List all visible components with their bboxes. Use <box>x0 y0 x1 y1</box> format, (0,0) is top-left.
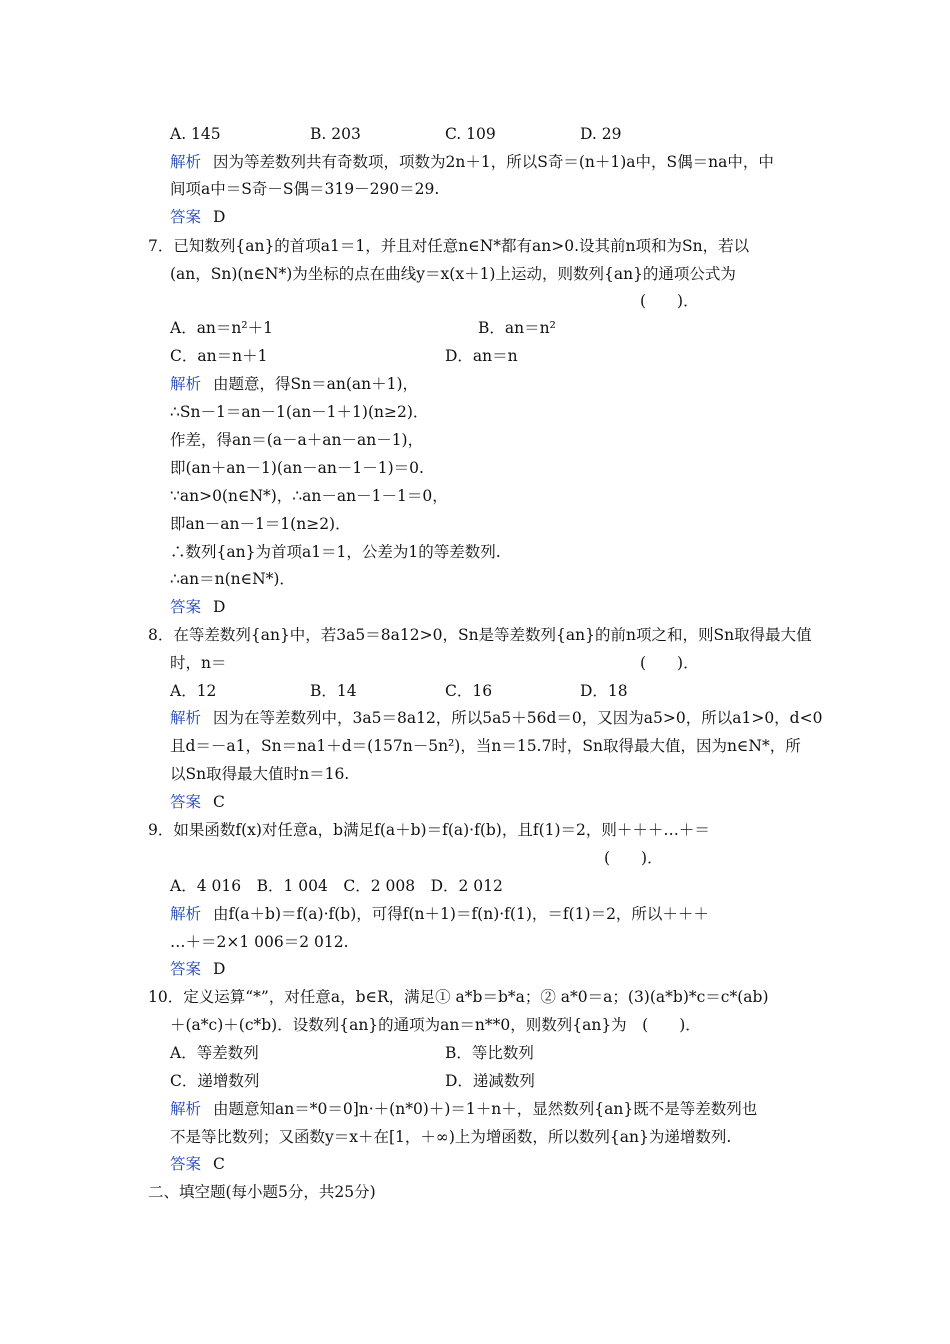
analysis-line: 解析 因为等差数列共有奇数项，项数为2n＋1，所以S奇＝(n＋1)a中，S偶＝na中，中 <box>170 153 774 171</box>
analysis-line: 以Sn取得最大值时n＝16. <box>170 765 350 783</box>
analysis-label: 解析 <box>170 709 202 727</box>
answer-label: 答案 <box>170 793 202 811</box>
option-a: A．an＝n²＋1 <box>170 319 273 337</box>
question-stem: 9．如果函数f(x)对任意a，b满足f(a＋b)＝f(a)·f(b)，且f(1)＝2，则＋＋＋…＋＝ <box>148 821 710 839</box>
analysis-label: 解析 <box>170 905 202 923</box>
answer-paren: ( )． <box>640 292 699 310</box>
section-heading: 二、填空题(每小题5分，共25分) <box>148 1183 376 1201</box>
option-d: D. 29 <box>580 125 622 143</box>
option-d: D．an＝n <box>445 347 518 365</box>
option-c: C．an＝n＋1 <box>170 347 268 365</box>
option-b: B．等比数列 <box>445 1044 534 1062</box>
answer-line: 答案 C <box>170 1155 225 1173</box>
answer-line: 答案 D <box>170 208 226 226</box>
question-stem: (an，Sn)(n∈N*)为坐标的点在曲线y＝x(x＋1)上运动，则数列{an}的通项公式为 <box>170 265 736 283</box>
answer-label: 答案 <box>170 598 202 616</box>
analysis-label: 解析 <box>170 153 202 171</box>
answer-paren: ( )． <box>604 849 663 867</box>
option-b: B．14 <box>310 682 357 700</box>
analysis-line: 即an－an－1＝1(n≥2)． <box>170 515 351 533</box>
option-c: C．16 <box>445 682 493 700</box>
analysis-line: 间项a中＝S奇－S偶＝319－290＝29. <box>170 180 440 198</box>
option-c: C．递增数列 <box>170 1072 260 1090</box>
option-b: B．an＝n² <box>478 319 556 337</box>
question-stem: 时，n＝ <box>170 654 227 672</box>
analysis-label: 解析 <box>170 375 202 393</box>
question-stem: 10．定义运算“*”，对任意a，b∈R，满足① a*b＝b*a；② a*0＝a；(3)(a*b)*c＝c*(ab) <box>148 988 769 1006</box>
option-a: A．等差数列 <box>170 1044 259 1062</box>
analysis-line: ∵an>0(n∈N*)，∴an－an－1－1＝0， <box>170 487 448 505</box>
option-b: B. 203 <box>310 125 361 143</box>
answer-line: 答案 D <box>170 960 226 978</box>
answer-line: 答案 C <box>170 793 225 811</box>
option-d: D．18 <box>580 682 628 700</box>
analysis-line: …＋＝2×1 006＝2 012. <box>170 933 349 951</box>
question-stem: 7．已知数列{an}的首项a1＝1，并且对任意n∈N*都有an>0.设其前n项和为Sn，若以 <box>148 237 750 255</box>
analysis-line: ∴Sn－1＝an－1(an－1＋1)(n≥2)． <box>170 403 429 421</box>
analysis-line: 解析 由f(a＋b)＝f(a)·f(b)，可得f(n＋1)＝f(n)·f(1)，＝f(1)＝2，所以＋＋＋ <box>170 905 709 923</box>
option-d: D．递减数列 <box>445 1072 535 1090</box>
analysis-label: 解析 <box>170 1100 202 1118</box>
answer-line: 答案 D <box>170 598 226 616</box>
question-stem: ＋(a*c)＋(c*b)．设数列{an}的通项为an＝n**0，则数列{an}为 ( )． <box>170 1016 701 1034</box>
answer-label: 答案 <box>170 208 202 226</box>
analysis-line: 解析 因为在等差数列中，3a5＝8a12，所以5a5＋56d＝0，又因为a5>0，所以a1>0，d<0 <box>170 709 823 727</box>
analysis-line: 且d＝－a1，Sn＝na1＋d＝(157n－5n²)，当n＝15.7时，Sn取得最大值，因为n∈N*，所 <box>170 737 801 755</box>
analysis-line: 解析 由题意知an＝*0＝0]n·＋(n*0)＋)＝1＋n＋，显然数列{an}既不是等差数列也 <box>170 1100 758 1118</box>
answer-label: 答案 <box>170 960 202 978</box>
analysis-line: 不是等比数列；又函数y＝x＋在[1，＋∞)上为增函数，所以数列{an}为递增数列. <box>170 1128 732 1146</box>
answer-label: 答案 <box>170 1155 202 1173</box>
option-c: C. 109 <box>445 125 496 143</box>
options-line: A．4 016 B．1 004 C．2 008 D．2 012 <box>170 877 503 895</box>
question-stem: 8．在等差数列{an}中，若3a5＝8a12>0，Sn是等差数列{an}的前n项之和，则Sn取得最大值 <box>148 626 812 644</box>
analysis-line: ∴数列{an}为首项a1＝1，公差为1的等差数列. <box>170 543 501 561</box>
option-a: A．12 <box>170 682 217 700</box>
option-a: A. 145 <box>170 125 221 143</box>
analysis-line: 作差，得an＝(a－a＋an－an－1)， <box>170 431 424 449</box>
analysis-line: 即(an＋an－1)(an－an－1－1)＝0. <box>170 459 424 477</box>
answer-paren: ( )． <box>640 654 699 672</box>
analysis-line: 解析 由题意，得Sn＝an(an＋1)， <box>170 375 419 393</box>
analysis-line: ∴an＝n(n∈N*)． <box>170 570 295 588</box>
